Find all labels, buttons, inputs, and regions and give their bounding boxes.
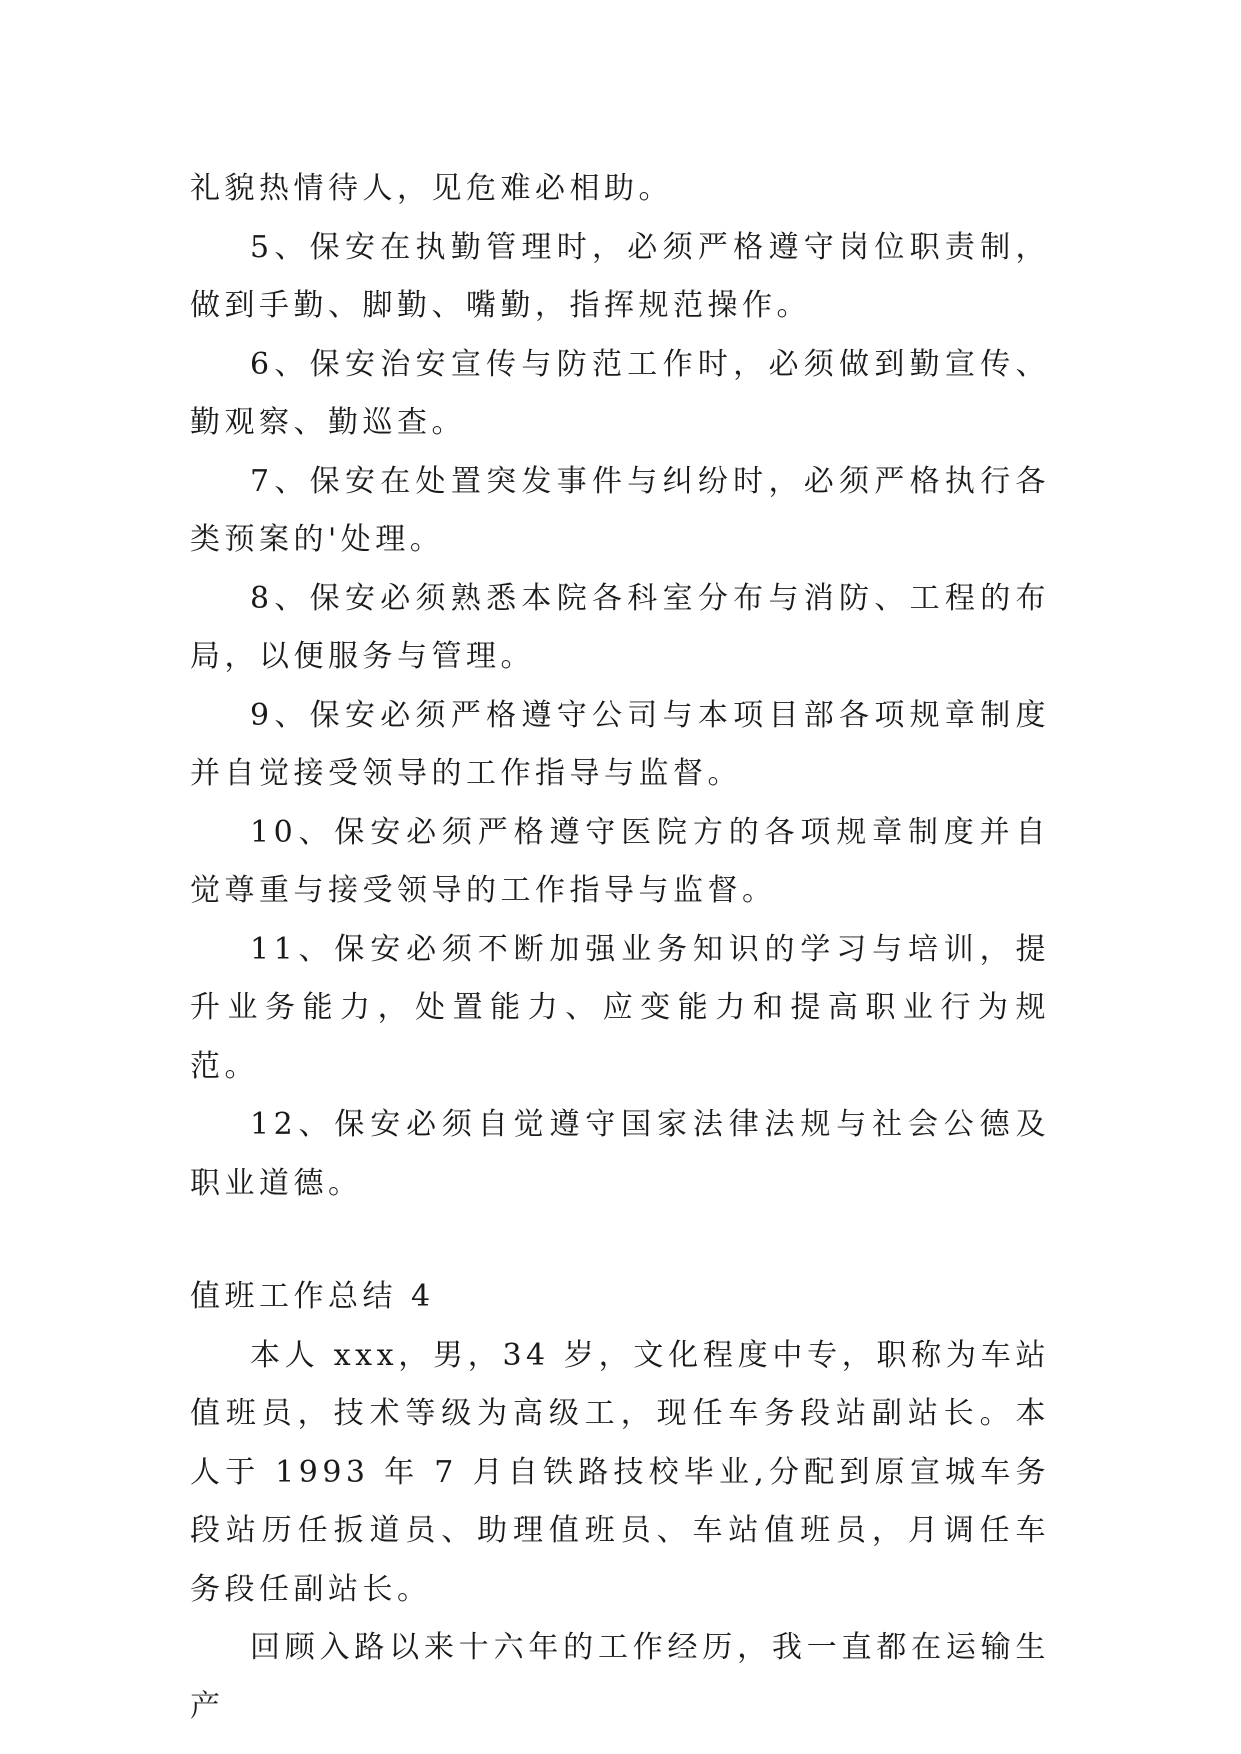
- paragraph-continuation: 礼貌热情待人，见危难必相助。: [190, 171, 673, 206]
- paragraph-self-introduction: 本人 xxx，男，34 岁，文化程度中专，职称为车站值班员，技术等级为高级工，现任车务段站副站长。本人于 1993 年 7 月自铁路技校毕业,分配到原宣城车务段站历任扳道员、助理值班员、车站值班员，月调任车务段任副站长。: [190, 1337, 1050, 1607]
- paragraph-rule-7: 7、保安在处置突发事件与纠纷时，必须严格执行各类预案的'处理。: [190, 463, 1050, 557]
- paragraph-rule-9: 9、保安必须严格遵守公司与本项目部各项规章制度并自觉接受领导的工作指导与监督。: [190, 697, 1050, 791]
- document-body: [190, 160, 1050, 1736]
- paragraph-rule-5: 5、保安在执勤管理时，必须严格遵守岗位职责制，做到手勤、脚勤、嘴勤，指挥规范操作。: [190, 229, 1050, 323]
- paragraph-rule-11: 11、保安必须不断加强业务知识的学习与培训，提升业务能力，处置能力、应变能力和提高职业行为规范。: [190, 931, 1050, 1084]
- paragraph-review: 回顾入路以来十六年的工作经历，我一直都在运输生产: [190, 1630, 1050, 1724]
- paragraph-rule-10: 10、保安必须严格遵守医院方的各项规章制度并自觉尊重与接受领导的工作指导与监督。: [190, 814, 1050, 908]
- paragraph-rule-12: 12、保安必须自觉遵守国家法律法规与社会公德及职业道德。: [190, 1107, 1050, 1201]
- section-title: 值班工作总结 4: [190, 1279, 435, 1314]
- paragraph-rule-8: 8、保安必须熟悉本院各科室分布与消防、工程的布局，以便服务与管理。: [190, 580, 1050, 674]
- paragraph-rule-6: 6、保安治安宣传与防范工作时，必须做到勤宣传、勤观察、勤巡查。: [190, 346, 1050, 440]
